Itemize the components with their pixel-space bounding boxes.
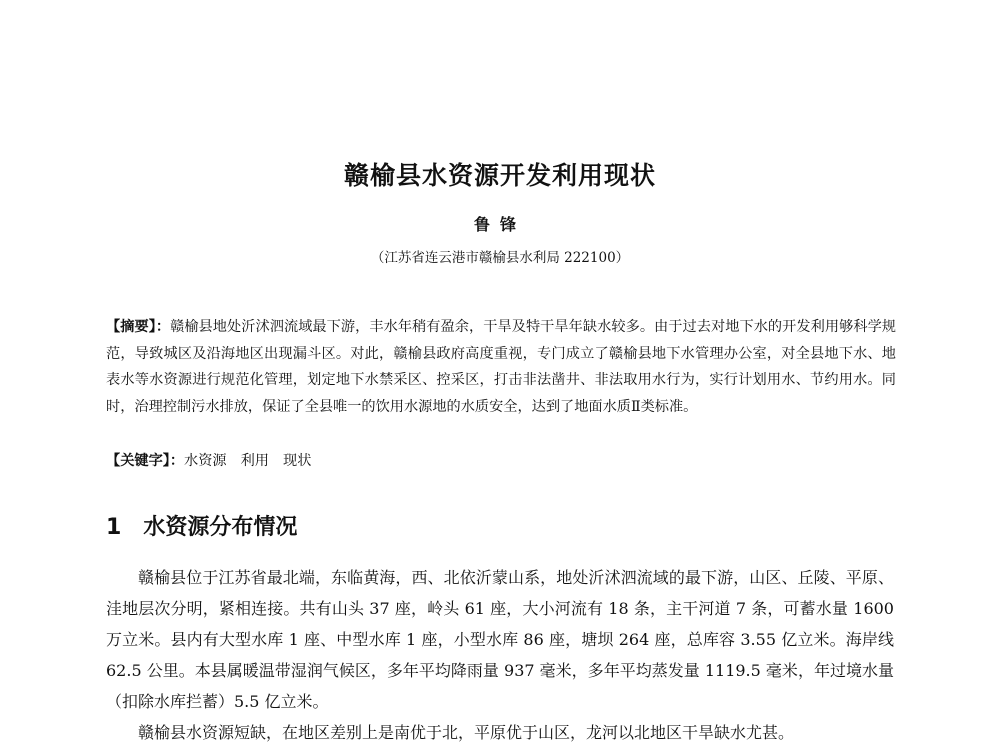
abstract-text: 赣榆县地处沂沭泗流域最下游，丰水年稍有盈余，干旱及特干旱年缺水较多。由于过去对地下水的开发利用够科学规范，导致城区及沿海地区出现漏斗区。对此，赣榆县政府高度重视，专门成立了赣榆县地下水管理办公室，对全县地下水、地表水等水资源进行规范化管理，划定地下水禁采区、控采区，打击非法凿井、非法取用水行为，实行计划用水、节约用水。同时，治理控制污水排放，保证了全县唯一的饮用水源地的水质安全，达到了地面水质Ⅱ类标准。 bbox=[106, 319, 896, 415]
keywords-label: 【关键字】： bbox=[106, 453, 185, 469]
author-affiliation: （江苏省连云港市赣榆县水利局 222100） bbox=[370, 250, 630, 266]
section-heading bbox=[106, 510, 297, 541]
section-number: 1 bbox=[106, 515, 122, 540]
body-paragraph: 赣榆县水资源短缺，在地区差别上是南优于北，平原优于山区，龙河以北地区干旱缺水尤甚。 bbox=[138, 723, 795, 742]
abstract bbox=[106, 314, 896, 420]
body-paragraph: 赣榆县位于江苏省最北端，东临黄海，西、北依沂蒙山系，地处沂沭泗流域的最下游，山区、丘陵、平原、洼地层次分明，紧相连接。共有山头 37 座，岭头 61 座，大小河流有 18 条，主干河道 7 条，可蓄水量 1600 万立米。县内有大型水库 1 座、中型水库 1 座，小型水库 86 座，塘坝 264 座，总库容 3.55 亿立米。海岸线 62.5 公里。本县属暖温带湿润气候区，多年平均降雨量 937 毫米，多年平均蒸发量 1119.5 毫米，年过境水量（扣除水库拦蓄）5.5 亿立米。 bbox=[106, 568, 894, 711]
paper-title: 赣榆县水资源开发利用现状 bbox=[343, 161, 656, 190]
abstract-label: 【摘要】： bbox=[106, 319, 171, 335]
section-body bbox=[106, 562, 894, 748]
author-name: 鲁锋 bbox=[473, 215, 526, 234]
keyword: 利用 bbox=[240, 453, 269, 469]
section-title: 水资源分布情况 bbox=[143, 515, 298, 540]
keyword: 现状 bbox=[283, 453, 312, 469]
keyword: 水资源 bbox=[184, 453, 227, 469]
keywords bbox=[106, 448, 896, 474]
